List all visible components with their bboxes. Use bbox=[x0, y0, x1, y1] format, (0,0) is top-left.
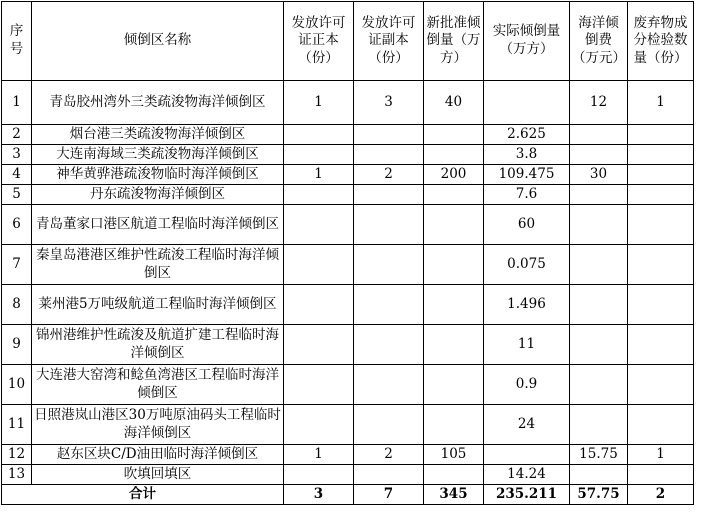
table-row bbox=[2, 405, 694, 445]
row-samples: 1 bbox=[628, 445, 694, 465]
row-permit-original bbox=[284, 245, 354, 285]
row-permit-original: 1 bbox=[284, 165, 354, 185]
row-samples bbox=[628, 245, 694, 285]
row-permit-copy: 2 bbox=[354, 165, 424, 185]
row-new-approved bbox=[424, 465, 484, 485]
row-fee bbox=[570, 205, 628, 245]
row-name: 秦皇岛港港区维护性疏浚工程临时海洋倾倒区 bbox=[32, 245, 284, 285]
row-actual: 1.496 bbox=[484, 285, 570, 325]
row-actual bbox=[484, 445, 570, 465]
row-samples bbox=[628, 145, 694, 165]
row-permit-copy bbox=[354, 325, 424, 365]
total-samples: 2 bbox=[628, 485, 694, 505]
header-permit-original: 发放许可证正本（份） bbox=[284, 2, 354, 81]
row-actual: 14.24 bbox=[484, 465, 570, 485]
row-actual: 109.475 bbox=[484, 165, 570, 185]
row-seq: 10 bbox=[2, 365, 32, 405]
row-permit-original bbox=[284, 145, 354, 165]
row-actual: 0.075 bbox=[484, 245, 570, 285]
row-seq: 2 bbox=[2, 125, 32, 145]
total-actual: 235.211 bbox=[484, 485, 570, 505]
row-samples bbox=[628, 325, 694, 365]
row-actual: 0.9 bbox=[484, 365, 570, 405]
row-seq: 11 bbox=[2, 405, 32, 445]
row-new-approved bbox=[424, 185, 484, 205]
row-new-approved bbox=[424, 325, 484, 365]
row-seq: 4 bbox=[2, 165, 32, 185]
row-new-approved bbox=[424, 125, 484, 145]
table-row bbox=[2, 165, 694, 185]
table-row bbox=[2, 285, 694, 325]
row-seq: 1 bbox=[2, 81, 32, 125]
row-fee bbox=[570, 285, 628, 325]
row-permit-copy bbox=[354, 145, 424, 165]
row-fee bbox=[570, 325, 628, 365]
row-permit-original bbox=[284, 285, 354, 325]
row-seq: 6 bbox=[2, 205, 32, 245]
row-permit-copy bbox=[354, 405, 424, 445]
row-new-approved bbox=[424, 245, 484, 285]
total-label: 合计 bbox=[2, 485, 284, 505]
header-new-approved: 新批准倾倒量（万方） bbox=[424, 2, 484, 81]
row-permit-copy bbox=[354, 365, 424, 405]
row-permit-copy bbox=[354, 465, 424, 485]
row-permit-original bbox=[284, 125, 354, 145]
table-header-row bbox=[2, 2, 694, 81]
row-new-approved bbox=[424, 405, 484, 445]
row-samples: 1 bbox=[628, 81, 694, 125]
table-row bbox=[2, 81, 694, 125]
row-permit-copy bbox=[354, 245, 424, 285]
row-seq: 12 bbox=[2, 445, 32, 465]
row-samples bbox=[628, 365, 694, 405]
row-samples bbox=[628, 285, 694, 325]
row-samples bbox=[628, 205, 694, 245]
row-fee bbox=[570, 465, 628, 485]
row-permit-original bbox=[284, 405, 354, 445]
row-name: 日照港岚山港区30万吨原油码头工程临时海洋倾倒区 bbox=[32, 405, 284, 445]
row-name: 大连港大窑湾和鲶鱼湾港区工程临时海洋倾倒区 bbox=[32, 365, 284, 405]
row-permit-original bbox=[284, 185, 354, 205]
table-row bbox=[2, 245, 694, 285]
row-new-approved bbox=[424, 145, 484, 165]
row-name: 吹填回填区 bbox=[32, 465, 284, 485]
row-seq: 8 bbox=[2, 285, 32, 325]
row-actual: 7.6 bbox=[484, 185, 570, 205]
row-fee bbox=[570, 245, 628, 285]
row-fee bbox=[570, 125, 628, 145]
dumping-area-table bbox=[1, 1, 694, 505]
row-samples bbox=[628, 125, 694, 145]
row-permit-original bbox=[284, 205, 354, 245]
row-new-approved bbox=[424, 205, 484, 245]
row-permit-original bbox=[284, 365, 354, 405]
row-permit-original bbox=[284, 465, 354, 485]
header-seq: 序号 bbox=[2, 2, 32, 81]
row-samples bbox=[628, 165, 694, 185]
row-fee bbox=[570, 405, 628, 445]
header-actual: 实际倾倒量（万方） bbox=[484, 2, 570, 81]
row-seq: 3 bbox=[2, 145, 32, 165]
total-permit-original: 3 bbox=[284, 485, 354, 505]
header-permit-copy: 发放许可证副本（份） bbox=[354, 2, 424, 81]
row-new-approved: 40 bbox=[424, 81, 484, 125]
row-permit-copy bbox=[354, 125, 424, 145]
row-permit-original: 1 bbox=[284, 445, 354, 465]
row-name: 烟台港三类疏浚物海洋倾倒区 bbox=[32, 125, 284, 145]
row-permit-original bbox=[284, 325, 354, 365]
row-permit-copy bbox=[354, 285, 424, 325]
row-seq: 13 bbox=[2, 465, 32, 485]
row-name: 大连南海域三类疏浚物海洋倾倒区 bbox=[32, 145, 284, 165]
row-actual bbox=[484, 81, 570, 125]
table-row bbox=[2, 125, 694, 145]
total-new-approved: 345 bbox=[424, 485, 484, 505]
row-actual: 60 bbox=[484, 205, 570, 245]
row-fee: 30 bbox=[570, 165, 628, 185]
row-samples bbox=[628, 185, 694, 205]
table-row bbox=[2, 185, 694, 205]
row-seq: 5 bbox=[2, 185, 32, 205]
header-samples: 废弃物成分检验数量（份） bbox=[628, 2, 694, 81]
table-row bbox=[2, 145, 694, 165]
row-permit-original: 1 bbox=[284, 81, 354, 125]
row-fee: 12 bbox=[570, 81, 628, 125]
row-fee bbox=[570, 145, 628, 165]
row-name: 莱州港5万吨级航道工程临时海洋倾倒区 bbox=[32, 285, 284, 325]
row-new-approved bbox=[424, 285, 484, 325]
table-row bbox=[2, 365, 694, 405]
row-actual: 3.8 bbox=[484, 145, 570, 165]
table-row bbox=[2, 325, 694, 365]
row-name: 赵东区块C/D油田临时海洋倾倒区 bbox=[32, 445, 284, 465]
row-name: 青岛董家口港区航道工程临时海洋倾倒区 bbox=[32, 205, 284, 245]
row-fee bbox=[570, 185, 628, 205]
total-permit-copy: 7 bbox=[354, 485, 424, 505]
row-seq: 9 bbox=[2, 325, 32, 365]
row-fee: 15.75 bbox=[570, 445, 628, 465]
row-samples bbox=[628, 405, 694, 445]
row-fee bbox=[570, 365, 628, 405]
row-permit-copy bbox=[354, 205, 424, 245]
row-name: 青岛胶州湾外三类疏浚物海洋倾倒区 bbox=[32, 81, 284, 125]
row-actual: 2.625 bbox=[484, 125, 570, 145]
total-fee: 57.75 bbox=[570, 485, 628, 505]
row-new-approved: 200 bbox=[424, 165, 484, 185]
row-seq: 7 bbox=[2, 245, 32, 285]
row-name: 神华黄骅港疏浚物临时海洋倾倒区 bbox=[32, 165, 284, 185]
row-permit-copy: 2 bbox=[354, 445, 424, 465]
row-new-approved bbox=[424, 365, 484, 405]
table-row bbox=[2, 445, 694, 465]
row-actual: 11 bbox=[484, 325, 570, 365]
table-row bbox=[2, 465, 694, 485]
row-permit-copy: 3 bbox=[354, 81, 424, 125]
row-samples bbox=[628, 465, 694, 485]
row-name: 丹东疏浚物海洋倾倒区 bbox=[32, 185, 284, 205]
row-new-approved: 105 bbox=[424, 445, 484, 465]
header-fee: 海洋倾倒费（万元） bbox=[570, 2, 628, 81]
header-name: 倾倒区名称 bbox=[32, 2, 284, 81]
table-row bbox=[2, 205, 694, 245]
row-permit-copy bbox=[354, 185, 424, 205]
row-actual: 24 bbox=[484, 405, 570, 445]
total-row bbox=[2, 485, 694, 505]
row-name: 锦州港维护性疏浚及航道扩建工程临时海洋倾倒区 bbox=[32, 325, 284, 365]
